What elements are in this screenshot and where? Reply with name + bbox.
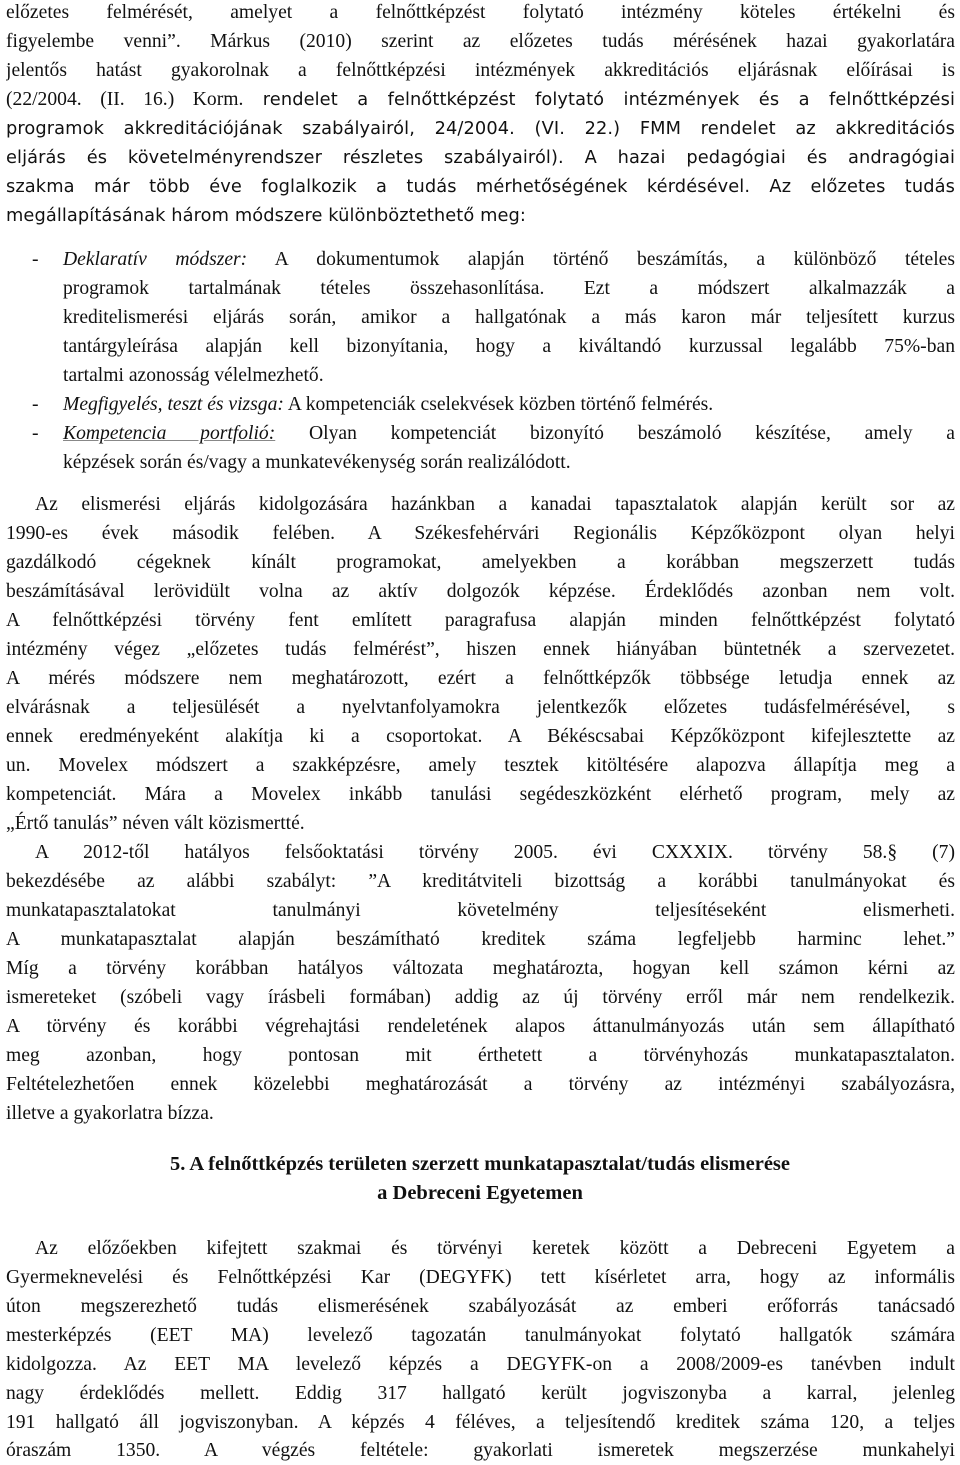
paragraph-line: nagy érdeklődés mellett. Eddig 317 hallgató került jogviszonyba a karral, jelenleg [6, 1383, 955, 1404]
paragraph-line: jelentős hatást gyakorolnak a felnőttképzési intézmények akkreditációs eljárásnak előírásai is [6, 60, 955, 81]
paragraph-line: mesterképzés (EET MA) levelező tagozatán tanulmányokat folytató hallgatók számára [6, 1325, 955, 1346]
paragraph-line: „Értő tanulás” néven vált közismertté. [6, 813, 305, 834]
term: Kompetencia portfolió: [63, 423, 276, 444]
paragraph-line: meg azonban, hogy pontosan mit érthetett a törvényhozás munkatapasztalaton. [6, 1045, 955, 1066]
paragraph-line: 1990-es évek második felében. A Székesfehérvári Regionális Képzőközpont olyan helyi [6, 523, 955, 544]
paragraph-line: programok tartalmának tételes összehasonlítása. Ezt a módszert alkalmazzák a [63, 278, 955, 299]
list-item [32, 390, 955, 419]
paragraph-line: A 2012-től hatályos felsőoktatási törvény 2005. évi CXXXIX. törvény 58.§ (7) [35, 842, 955, 863]
paragraph-line: A felnőttképzési törvény fent említett paragrafusa alapján minden felnőttképzést folytató [6, 610, 955, 631]
paragraph-line: munkatapasztalatokat tanulmányi követelmény teljesítéseként elismerheti. [6, 900, 955, 921]
paragraph-line: Az előzőekben kifejtett szakmai és törvényi keretek között a Debreceni Egyetem a [35, 1238, 955, 1259]
text-run: rendelet a felnőttképzést folytató intézmények és a felnőttképzési [243, 89, 955, 110]
paragraph-line: kompetenciát. Mára a Movelex inkább tanulási segédeszközként elérhető program, mely az [6, 784, 955, 805]
text-run: A kompetenciák cselekvések közben történő felmérés. [283, 394, 714, 415]
paragraph-line: tartalmi azonosság vélelmezhető. [63, 365, 324, 386]
paragraph-line: képzések során és/vagy a munkatevékenység során realizálódott. [63, 452, 571, 473]
paragraph-line: A munkatapasztalat alapján beszámítható kreditek száma legfeljebb harminc lehet.” [6, 929, 955, 950]
list-item-text [63, 390, 955, 419]
paragraph-line: un. Movelex módszert a szakképzésre, amely tesztek kitöltésére alapozva állapítja meg a [6, 755, 955, 776]
paragraph-line: óraszám 1350. A végzés feltétele: gyakorlati ismeretek megszerzése munkahelyi [6, 1440, 955, 1461]
paragraph-line: ennek eredményeként alakítja ki a csoportokat. A Békéscsabai Képzőközpont kifejlesztette az [6, 726, 955, 747]
paragraph-line: intézmény végez „előzetes tudás felmérést”, hiszen ennek hiányában büntetnék a szervezetet. [6, 639, 955, 660]
paragraph-line: programok akkreditációjának szabályairól, 24/2004. (VI. 22.) FMM rendelet az akkreditációs [6, 118, 955, 139]
list-dash: - [32, 423, 39, 444]
paragraph-line [6, 85, 955, 114]
section-heading: 5. A felnőttképzés területen szerzett munkatapasztalat/tudás elismerése [170, 1153, 790, 1175]
paragraph-line: figyelembe venni”. Márkus (2010) szerint az előzetes tudás mérésének hazai gyakorlatára [6, 31, 955, 52]
text-run: Olyan kompetenciát bizonyító beszámoló készítése, amely a [275, 423, 955, 444]
paragraph-line: eljárás és követelményrendszer részletes szabályairól). A hazai pedagógiai és andragógiai [6, 147, 955, 168]
section-heading: a Debreceni Egyetemen [377, 1182, 583, 1204]
list-item [32, 245, 955, 274]
paragraph-line: Feltételezhetően ennek közelebbi meghatározását a törvény az intézményi szabályozásra, [6, 1074, 955, 1095]
paragraph-line: ismereteket (szóbeli vagy írásbeli formában) addig az új törvény erről már nem rendelkezik. [6, 987, 955, 1008]
term: Deklaratív módszer: [63, 249, 248, 270]
paragraph-line: bekezdésébe az alábbi szabályt: ”A kreditátviteli bizottság a korábbi tanulmányokat és [6, 871, 955, 892]
paragraph-line: gazdálkodó cégeknek kínált programokat, amelyekben a korábban megszerzett tudás [6, 552, 955, 573]
paragraph-line: szakma már több éve foglalkozik a tudás mérhetőségének kérdésével. Az előzetes tudás [6, 176, 955, 197]
paragraph-line: előzetes felmérését, amelyet a felnőttképzést folytató intézmény köteles értékelni és [6, 2, 955, 23]
list-item-text [63, 245, 955, 274]
paragraph-line: beszámításával lerövidült volna az aktív dolgozók képzése. Érdeklődés azonban nem volt. [6, 581, 955, 602]
list-item-text [63, 419, 955, 448]
paragraph-line: kidolgozza. Az EET MA levelező képzés a DEGYFK-on a 2008/2009-es tanévben indult [6, 1354, 955, 1375]
paragraph-line: illetve a gyakorlatra bízza. [6, 1103, 214, 1124]
list-item [32, 419, 955, 448]
text-run: A dokumentumok alapján történő beszámítás, a különböző tételes [247, 249, 955, 270]
text-run: (22/2004. (II. 16.) Korm. [6, 89, 244, 110]
paragraph-line: 191 hallgató áll jogviszonyban. A képzés 4 féléves, a teljesítendő kreditek száma 120, a teljes [6, 1412, 955, 1433]
list-dash: - [32, 249, 39, 270]
list-dash: - [32, 394, 39, 415]
paragraph-line: elvárásnak a teljesülését a nyelvtanfolyamokra jelentkezők előzetes tudásfelmérésével, s [6, 697, 955, 718]
term: Megfigyelés, teszt és vizsga: [63, 394, 284, 415]
paragraph-line: A törvény és korábbi végrehajtási rendeletének alapos áttanulmányozás után sem állapítható [6, 1016, 955, 1037]
paragraph-line: A mérés módszere nem meghatározott, ezért a felnőttképzők többsége letudja ennek az [6, 668, 955, 689]
paragraph-line: kreditelismerési eljárás során, amikor a hallgatónak a más karon már teljesített kurzus [63, 307, 955, 328]
paragraph-line: megállapításának három módszere különböztethető meg: [6, 205, 527, 226]
paragraph-line: úton megszerezhető tudás elismerésének szabályozását az emberi erőforrás tanácsadó [6, 1296, 955, 1317]
paragraph-line: Gyermeknevelési és Felnőttképzési Kar (DEGYFK) tett kísérletet arra, hogy az informális [6, 1267, 955, 1288]
paragraph-line: tantárgyleírása alapján kell bizonyítania, hogy a kiváltandó kurzussal legalább 75%-ban [63, 336, 955, 357]
paragraph-line: Míg a törvény korábban hatályos változata meghatározta, hogyan kell számon kérni az [6, 958, 955, 979]
paragraph-line: Az elismerési eljárás kidolgozására hazánkban a kanadai tapasztalatok alapján került sor az [35, 494, 955, 515]
